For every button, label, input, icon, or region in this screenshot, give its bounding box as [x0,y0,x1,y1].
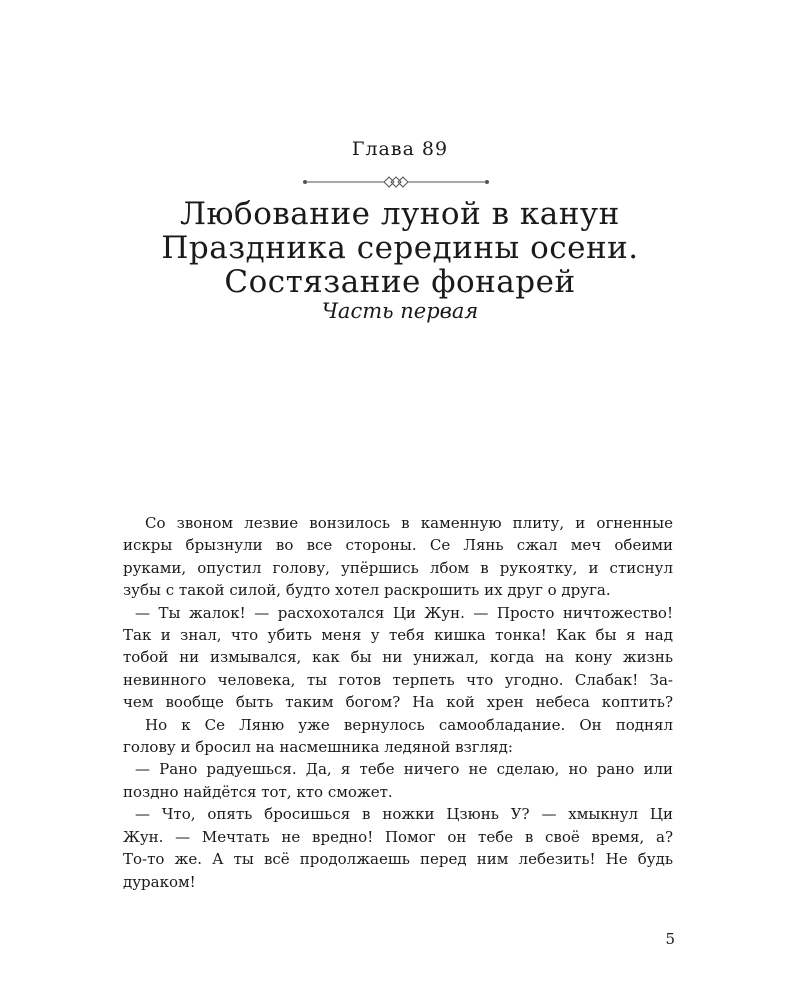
title-line: Любование луной в канун [180,196,620,232]
text-line: тобой ни измывался, как бы ни унижал, когда на кону жизнь [123,648,673,667]
text-line: Но к Се Ляню уже вернулось самообладание. Он поднял [145,715,673,734]
text-line: голову и бросил на насмешника ледяной взгляд: [123,738,513,757]
text-line: Так и знал, что убить меня у тебя кишка тонка! Как бы я над [123,626,673,645]
text-line: искры брызнули во все стороны. Се Лянь сжал меч обеими [123,536,673,555]
page-number: 5 [665,930,675,948]
text-line: То-то же. А ты всё продолжаешь перед ним лебезить! Не будь [123,850,673,869]
knot-ornament-icon [300,174,492,190]
chapter-number: Глава 89 [351,138,449,160]
text-line: — Рано радуешься. Да, я тебе ничего не сделаю, но рано или [135,760,673,779]
chapter-subtitle: Часть первая [321,299,479,323]
text-line: — Ты жалок! — расхохотался Ци Жун. — Просто ничтожество! [135,603,673,622]
text-line: поздно найдётся тот, кто сможет. [123,782,393,801]
text-line: дураком! [123,872,196,891]
title-line: Праздника середины осени. [161,230,639,266]
chapter-title [0,197,800,299]
text-line: руками, опустил голову, упёршись лбом в рукоятку, и стиснул [123,558,673,577]
text-line: зубы с такой силой, будто хотел раскрошить их друг о друга. [123,581,611,600]
body-text [123,512,673,893]
text-line: Со звоном лезвие вонзилось в каменную плиту, и огненные [145,514,673,532]
text-line: Жун. — Мечтать не вредно! Помог он тебе в своё время, а? [123,827,673,846]
text-line: — Что, опять бросишься в ножки Цзюнь У? — хмыкнул Ци [135,805,673,824]
title-line: Состязание фонарей [224,264,576,300]
text-line: чем вообще быть таким богом? На кой хрен небеса коптить? [123,693,673,712]
text-line: невинного человека, ты готов терпеть что угодно. Слабак! За- [123,670,673,689]
